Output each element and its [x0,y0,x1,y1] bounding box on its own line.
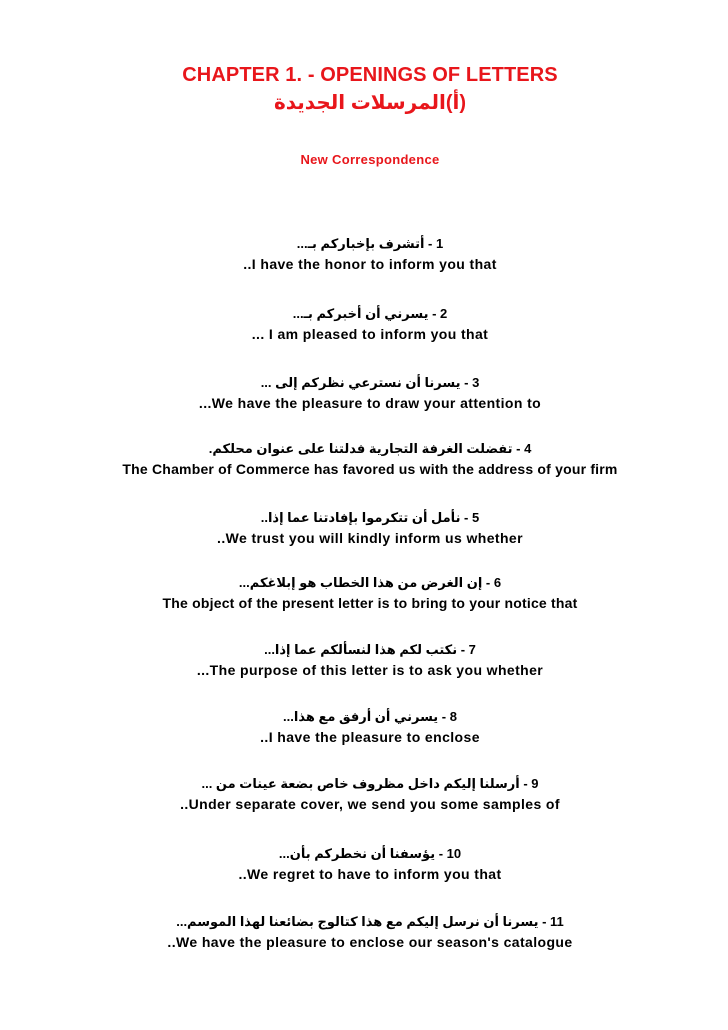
phrase-entry-7 [0,642,728,682]
english-phrase: ...We have the pleasure to draw your attention to [198,395,542,411]
english-phrase: ..We trust you will kindly inform us whether [217,530,523,546]
phrase-entry-10 [0,846,728,886]
section-title: New Correspondence [300,152,440,167]
phrase-entry-9 [0,776,728,816]
phrase-entry-1 [0,236,728,276]
arabic-phrase: 7 - نكتب لكم هذا لنسألكم عما إذا... [264,642,476,657]
phrase-entry-5 [0,510,728,550]
arabic-phrase: 4 - تفضلت الغرفة التجارية فدلتنا على عنوان محلكم. [208,441,532,456]
chapter-title: CHAPTER 1. - OPENINGS OF LETTERS [182,64,558,86]
english-phrase: ... I am pleased to inform you that [251,326,489,342]
arabic-phrase: 3 - يسرنا أن نسترعي نظركم إلى ... [260,375,480,390]
phrase-entry-3 [0,375,728,415]
phrase-entry-11 [0,914,728,954]
arabic-phrase: 11 - يسرنا أن نرسل إليكم مع هذا كتالوج بضائعنا لهذا الموسم... [176,914,564,929]
phrase-entry-4 [0,441,728,481]
english-phrase: ..Under separate cover, we send you some samples of [180,796,560,812]
arabic-phrase: 5 - نأمل أن تتكرموا بإفادتنا عما إذا.. [260,510,480,525]
arabic-phrase: 9 - أرسلنا إليكم داخل مظروف خاص بضعة عينات من ... [201,776,539,791]
chapter-subtitle-arabic: (أ)المرسلات الجديدة [273,92,467,114]
arabic-phrase: 10 - يؤسفنا أن نخطركم بأن... [278,846,462,861]
phrase-entry-8 [0,709,728,749]
phrase-entry-2 [0,306,728,346]
english-phrase: ..I have the honor to inform you that [243,256,497,272]
arabic-phrase: 2 - يسرني أن أخبركم بـ... [292,306,448,321]
english-phrase: The Chamber of Commerce has favored us with the address of your firm [122,461,618,477]
english-phrase: ..We have the pleasure to enclose our season's catalogue [167,934,573,950]
english-phrase: ..We regret to have to inform you that [238,866,502,882]
english-phrase: ...The purpose of this letter is to ask you whether [196,662,544,678]
phrase-entry-6 [0,575,728,615]
english-phrase: ..I have the pleasure to enclose [260,729,480,745]
arabic-phrase: 8 - يسرني أن أرفق مع هذا... [283,709,457,724]
arabic-phrase: 6 - إن الغرض من هذا الخطاب هو إبلاغكم... [238,575,502,590]
arabic-phrase: 1 - أتشرف بإخباركم بـ... [296,236,444,251]
english-phrase: The object of the present letter is to bring to your notice that [162,595,578,611]
